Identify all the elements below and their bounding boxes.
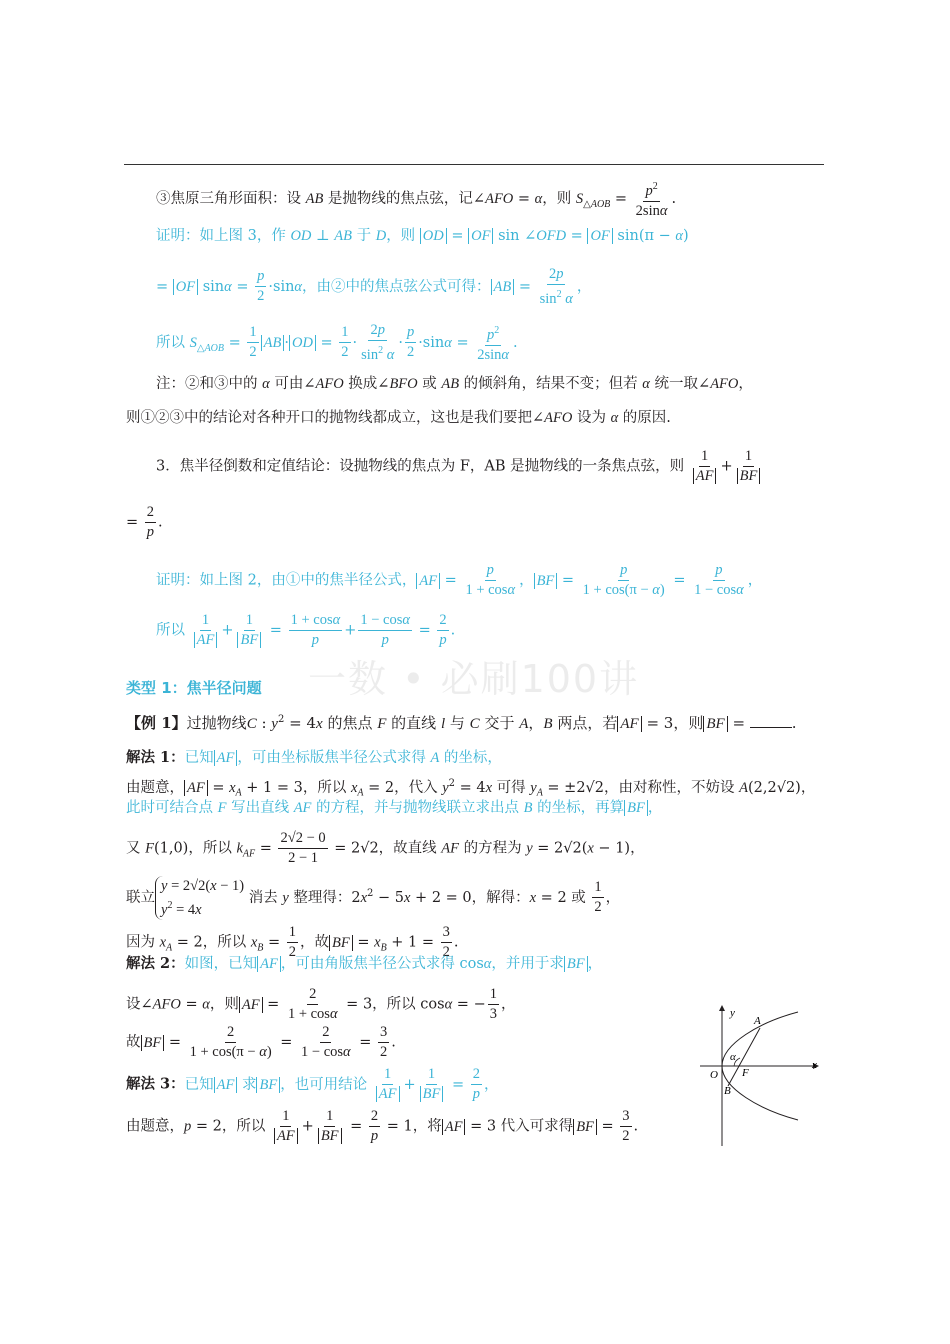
header-rule — [124, 164, 824, 165]
type1-title: 类型 1：焦半径问题 — [126, 679, 262, 697]
proof-3-line-2: = OF sinα = $\frac{p}{2}$ ·sinα，由②中的焦点弦公式可得： AB = $\frac{2p}{\sin^2 \alpha}$ ， — [156, 266, 592, 307]
watermark: 一数 • 必刷100讲 — [308, 657, 640, 701]
method-1-line-2: 由题意， AF = $x_A + 1 = 3$，所以 $x_A = 2$，代入 $y^2 = 4x$ 可得 $y_A = \pm 2√2$，由对称性，不妨设 A(2,2√2)， — [126, 778, 816, 799]
method-3-line-1: 解法 3：已知 AF 求 BF ，也可用结论 $\frac{1}{AF}$ + $\frac{1}{BF}$ = $\frac{2}{p}$ ， — [126, 1066, 499, 1102]
label-o: O — [710, 1069, 718, 1081]
method-2-line-1: 解法 2：如图，已知 AF ，可由角版焦半径公式求得 cosα，并用于求 BF ， — [126, 955, 603, 972]
method-1-line-6: 因为 $x_A = 2$，所以 $x_B$ = $\frac{1}{2}$ ，故 BF = $x_B + 1$ = $\frac{3}{2}$ . — [126, 924, 459, 960]
method-1-line-5: 联立 y = 2√2(x − 1) $y^2 = 4x$ 消去 y 整理得：$2x^2 - 5x + 2 = 0$，解得：x = 2 或 $\frac{1}{2}$ ， — [126, 878, 621, 918]
proof-section3-line-1: 证明：如上图 2，由①中的焦半径公式， AF = $\frac{p}{1 + \cos\alpha}$ ， BF = $\frac{p}{1 + \cos(\pi - \alpha)}$ = $\frac{p}{1 - \cos\alpha}$ ， — [156, 562, 763, 598]
method-1-line-1: 解法 1：已知 AF ，可由坐标版焦半径公式求得 A 的坐标， — [126, 749, 502, 766]
section-3-result: = $\frac{2}{p}$ . — [126, 504, 163, 540]
property-3-line: ③焦原三角形面积：设 AB 是抛物线的焦点弦，记∠AFO = α，则 $S_{\triangle AOB}$ = $\frac{p^2}{2\sin\alpha}$ . — [156, 178, 676, 220]
method-2-line-3: 故 BF = $\frac{2}{1 + \cos(\pi - \alpha)}$ = $\frac{2}{1 - \cos\alpha}$ = $\frac{3}{2}$ . — [126, 1024, 396, 1060]
label-a: A — [754, 1015, 761, 1027]
proof-3-line-1: 证明：如上图 3，作 OD ⊥ AB 于 D，则 OD = OF sin ∠OFD = OF sin(π − α) — [156, 228, 689, 244]
method-1-line-3: 此时可结合点 F 写出直线 AF 的方程，并与抛物线联立求出点 B 的坐标，再算 BF ， — [126, 800, 663, 816]
example-1: 【例 1】过抛物线C : $y^2 = 4x$ 的焦点 F 的直线 l 与 C 交于 A，B 两点，若 AF = 3，则 BF = . — [126, 714, 797, 732]
parabola-figure — [700, 1004, 830, 1149]
label-b: B — [724, 1085, 731, 1097]
method-2-line-2: 设∠AFO = α，则 AF = $\frac{2}{1 + \cos\alpha}$ = 3，所以 cosα = − $\frac{1}{3}$ ， — [126, 986, 516, 1022]
proof-section3-line-2: 所以 $\frac{1}{AF}$ + $\frac{1}{BF}$ = $\frac{1 + \cos\alpha}{p}$ + $\frac{1 - \cos\alpha}{p}$ = $\frac{2}{p}$ . — [156, 612, 456, 648]
label-y: y — [730, 1007, 735, 1019]
note-line-1: 注：②和③中的 α 可由∠AFO 换成∠BFO 或 AB 的倾斜角，结果不变；但若 α 统一取∠AFO， — [156, 376, 753, 392]
method-3-line-2: 由题意，p = 2，所以 $\frac{1}{AF}$ + $\frac{1}{BF}$ = $\frac{2}{p}$ = 1，将 AF = 3 代入可求得 BF = $\frac{3}{2}$ . — [126, 1108, 639, 1144]
parabola-lower — [722, 1066, 798, 1120]
note-line-2: 则①②③中的结论对各种开口的抛物线都成立，这也是我们要把∠AFO 设为 α 的原因. — [126, 410, 671, 426]
label-alpha: α — [730, 1051, 736, 1063]
label-x: x — [812, 1059, 817, 1071]
proof-3-line-3: 所以 $S_{\triangle AOB}$ = $\frac{1}{2}$ AB · OD = $\frac{1}{2}$ · $\frac{2p}{\sin^2 \alpha}$ · $\frac{p}{2}$ ·sinα = $\frac{p^2}{2\sin\alpha}$ . — [156, 322, 518, 363]
label-f: F — [742, 1067, 749, 1079]
example-1-label: 【例 1】 — [126, 714, 187, 732]
method-1-line-4: 又 F(1,0)，所以 $k_{AF}$ = $\frac{2√2 - 0}{2 - 1}$ = 2√2，故直线 AF 的方程为 y = 2√2(x − 1)， — [126, 830, 645, 866]
section-3-title: 3．焦半径倒数和定值结论：设抛物线的焦点为 F，AB 是抛物线的一条焦点弦，则 $\frac{1}{AF}$ + $\frac{1}{BF}$ — [156, 448, 764, 485]
